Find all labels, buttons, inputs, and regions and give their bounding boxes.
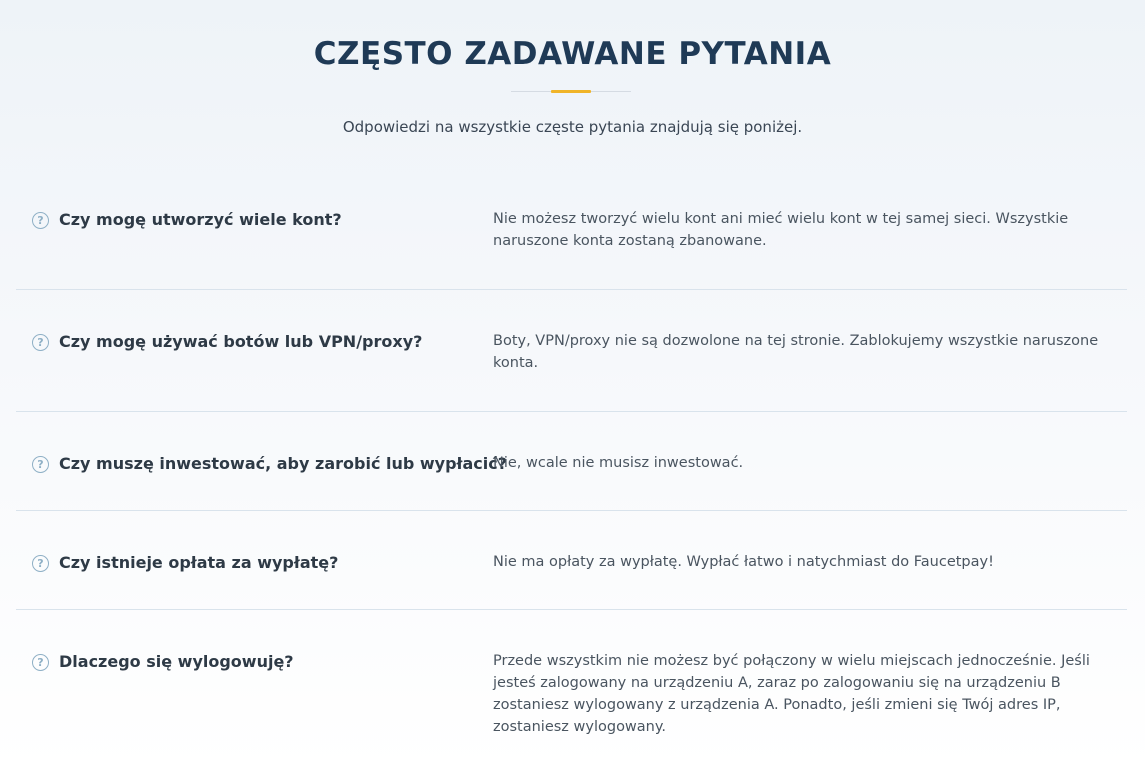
faq-item	[16, 511, 1127, 610]
faq-item	[16, 412, 1127, 511]
faq-question: Czy muszę inwestować, aby zarobić lub wypłacić?	[59, 454, 508, 473]
faq-question: Czy mogę utworzyć wiele kont?	[59, 210, 342, 229]
question-circle-icon: ?	[32, 334, 49, 351]
faq-question: Czy mogę używać botów lub VPN/proxy?	[59, 332, 423, 351]
faq-answer: Nie ma opłaty za wypłatę. Wypłać łatwo i natychmiast do Faucetpay!	[493, 554, 994, 570]
faq-item	[16, 290, 1127, 412]
faq-item	[16, 168, 1127, 290]
page-title: CZĘSTO ZADAWANE PYTANIA	[313, 36, 832, 72]
faq-item	[16, 610, 1127, 760]
faq-answer: Nie, wcale nie musisz inwestować.	[493, 455, 744, 471]
faq-question: Dlaczego się wylogowuję?	[59, 652, 294, 671]
faq-answer: Przede wszystkim nie możesz być połączony w wielu miejscach jednocześnie. Jeśli jesteś zalogowany na urządzeniu A, zaraz po zalogowaniu się na urządzeniu B zostaniesz wylogowany z urządzenia A. Ponadto, jeśli zmieni się Twój adres IP, zostaniesz wylogowany.	[493, 653, 1090, 735]
question-circle-icon: ?	[32, 654, 49, 671]
page-subtitle: Odpowiedzi na wszystkie częste pytania znajdują się poniżej.	[342, 118, 803, 136]
title-divider	[511, 90, 631, 93]
faq-answer: Boty, VPN/proxy nie są dozwolone na tej stronie. Zablokujemy wszystkie naruszone konta.	[493, 333, 1099, 371]
question-circle-icon: ?	[32, 212, 49, 229]
divider-accent	[551, 90, 591, 93]
faq-question: Czy istnieje opłata za wypłatę?	[59, 553, 339, 572]
question-circle-icon: ?	[32, 456, 49, 473]
question-circle-icon: ?	[32, 555, 49, 572]
faq-answer: Nie możesz tworzyć wielu kont ani mieć wielu kont w tej samej sieci. Wszystkie naruszone konta zostaną zbanowane.	[493, 211, 1069, 249]
